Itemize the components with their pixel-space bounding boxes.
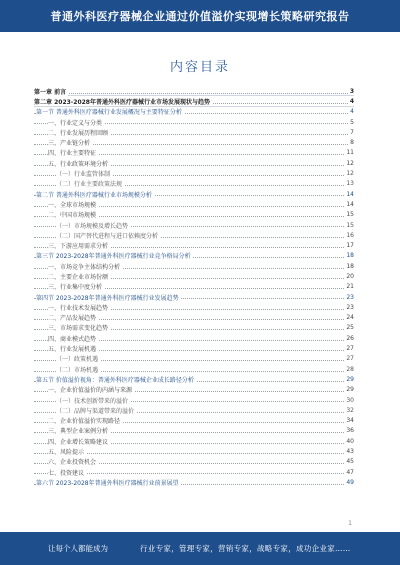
toc-entry-page: 29 [346, 375, 354, 383]
toc-entry[interactable] [34, 343, 354, 353]
toc-entry[interactable] [34, 199, 354, 209]
toc-entry-page: 34 [346, 417, 354, 425]
toc-entry-text: 一、市场竞争主体结构分析 [48, 263, 121, 271]
toc-entry[interactable] [34, 240, 354, 250]
toc-entry[interactable] [34, 137, 354, 147]
toc-entry-text: 第三节 2023-2028年普通外科医疗器械行业竞争格局分析 [36, 253, 191, 261]
toc-entry[interactable] [34, 467, 354, 477]
toc-entry[interactable] [34, 416, 354, 426]
toc-entry-text: 三、行业集中度分析 [48, 284, 103, 292]
footer-slogan: 让每个人都能成为 [48, 544, 108, 553]
table-of-contents [34, 86, 354, 488]
toc-entry-page: 27 [346, 345, 354, 353]
toc-entry-page: 5 [350, 118, 354, 126]
toc-entry[interactable] [34, 86, 354, 96]
toc-entry[interactable] [34, 251, 354, 261]
toc-entry[interactable] [34, 426, 354, 436]
toc-entry[interactable] [34, 230, 354, 240]
toc-entry[interactable] [34, 158, 354, 168]
toc-entry-page: 17 [346, 242, 354, 250]
toc-entry-page: 11 [346, 149, 354, 157]
toc-entry[interactable] [34, 127, 354, 137]
toc-entry[interactable] [34, 395, 354, 405]
toc-entry-page: 43 [346, 448, 354, 456]
toc-entry[interactable] [34, 96, 354, 106]
toc-entry[interactable] [34, 271, 354, 281]
toc-entry-page: 26 [346, 334, 354, 342]
toc-entry-page: 49 [346, 478, 354, 486]
toc-entry-text: 三、下游应用需求分析 [48, 243, 109, 251]
toc-entry-text: 二、主要企业市场份额 [48, 273, 109, 281]
toc-entry-page: 47 [346, 468, 354, 476]
toc-entry-text: （一）政策机遇 [56, 356, 99, 364]
toc-entry-text: 四、行业主要特征 [48, 150, 97, 158]
toc-entry-text: 二、产品发展趋势 [48, 315, 97, 323]
toc-entry-page: 13 [346, 180, 354, 188]
toc-entry-page: 20 [346, 272, 354, 280]
toc-entry[interactable] [34, 261, 354, 271]
toc-entry-page: 24 [346, 314, 354, 322]
toc-entry-page: 18 [346, 262, 354, 270]
toc-entry-text: （二）品牌与渠道带来的溢价 [56, 407, 135, 415]
footer-roles: 行业专家，管理专家，营销专家，战略专家，成功企业家…… [140, 544, 351, 553]
toc-entry-page: 18 [346, 252, 354, 260]
toc-entry-page: 23 [346, 303, 354, 311]
toc-entry-text: 四、商业模式趋势 [48, 335, 97, 343]
footer-bar [0, 532, 400, 565]
toc-entry[interactable] [34, 446, 354, 456]
toc-entry-text: 三、产业链分析 [48, 140, 91, 148]
toc-entry[interactable] [34, 477, 354, 487]
toc-entry-page: 12 [346, 159, 354, 167]
toc-entry[interactable] [34, 333, 354, 343]
report-header-bar [0, 0, 400, 32]
toc-entry-text: 二、行业发展历程回顾 [48, 129, 109, 137]
toc-entry-page: 12 [346, 170, 354, 178]
toc-entry-text: 三、市场需求变化趋势 [48, 325, 109, 333]
toc-entry[interactable] [34, 302, 354, 312]
toc-entry[interactable] [34, 117, 354, 127]
toc-entry-page: 15 [346, 211, 354, 219]
toc-entry-page: 29 [346, 386, 354, 394]
toc-entry-page: 45 [346, 458, 354, 466]
toc-entry-page: 3 [349, 87, 354, 95]
toc-entry[interactable] [34, 436, 354, 446]
toc-entry[interactable] [34, 107, 354, 117]
toc-entry-page: 40 [346, 437, 354, 445]
toc-entry-text: 一、企业价值溢价的内涵与来源 [48, 387, 133, 395]
toc-entry-text: 五、行业政策环境分析 [48, 160, 109, 168]
toc-entry[interactable] [34, 323, 354, 333]
toc-entry-text: 第四节 2023-2028年普通外科医疗器械行业发展趋势 [36, 294, 179, 302]
toc-entry-text: （一）技术创新带来的溢价 [56, 397, 129, 405]
toc-entry-text: （一）行业监管体制 [56, 171, 111, 179]
toc-entry-text: 一、行业技术发展趋势 [48, 304, 109, 312]
toc-entry-text: 三、典型企业案例分析 [48, 428, 109, 436]
toc-entry-page: 25 [346, 324, 354, 332]
toc-entry[interactable] [34, 292, 354, 302]
toc-entry-text: （二）市场机遇 [56, 366, 99, 374]
toc-heading: 内容目录 [169, 60, 230, 75]
page-number: 1 [348, 520, 352, 527]
toc-entry-page: 14 [346, 190, 354, 198]
toc-entry[interactable] [34, 210, 354, 220]
toc-entry-page: 16 [346, 231, 354, 239]
toc-entry-page: 8 [350, 139, 354, 147]
toc-entry[interactable] [34, 457, 354, 467]
toc-entry-page: 23 [346, 293, 354, 301]
toc-entry[interactable] [34, 148, 354, 158]
toc-entry-text: 第一节 普通外科医疗器械行业发展概况与主要特征分析 [36, 109, 182, 117]
toc-entry[interactable] [34, 405, 354, 415]
toc-entry-page: 27 [346, 355, 354, 363]
toc-entry-page: 30 [346, 396, 354, 404]
toc-entry[interactable] [34, 385, 354, 395]
toc-entry-page: 36 [346, 427, 354, 435]
toc-entry[interactable] [34, 364, 354, 374]
report-title: 普通外科医疗器械企业通过价值溢价实现增长策略研究报告 [50, 10, 350, 23]
toc-entry[interactable] [34, 168, 354, 178]
toc-entry-page: 28 [346, 365, 354, 373]
toc-entry-text: 一、行业定义与分类 [48, 119, 103, 127]
toc-entry-page: 15 [346, 221, 354, 229]
toc-entry-page: 14 [346, 200, 354, 208]
toc-entry-text: 五、行业发展机遇 [48, 346, 97, 354]
toc-entry-text: 一、全球市场规模 [48, 201, 97, 209]
toc-entry-text: 六、企业投资机会 [48, 459, 97, 467]
toc-entry[interactable] [34, 282, 354, 292]
toc-entry-text: 第一章 前言 [34, 88, 67, 96]
toc-entry-page: 4 [349, 97, 354, 105]
toc-entry-text: 第五节 价值溢价视角：普通外科医疗器械企业成长路径分析 [36, 376, 194, 384]
toc-entry-page: 32 [346, 406, 354, 414]
toc-entry-text: （一）市场规模及增长趋势 [56, 222, 129, 230]
toc-entry-text: 二、企业价值溢价实现路径 [48, 418, 121, 426]
toc-entry-text: 七、投资建议 [48, 469, 85, 477]
toc-entry[interactable] [34, 313, 354, 323]
toc-entry-text: （二）行业主要政策法规 [56, 181, 123, 189]
toc-entry[interactable] [34, 220, 354, 230]
toc-entry-text: 二、中国市场规模 [48, 212, 97, 220]
toc-entry[interactable] [34, 189, 354, 199]
toc-entry-text: 第二节 普通外科医疗器械行业市场规模分析 [36, 191, 152, 199]
toc-entry[interactable] [34, 179, 354, 189]
toc-entry-text: （二）国产替代进程与进口依赖度分析 [56, 232, 159, 240]
toc-entry-page: 21 [346, 283, 354, 291]
toc-entry[interactable] [34, 354, 354, 364]
toc-entry-text: 四、企业增长策略建议 [48, 438, 109, 446]
toc-entry-text: 五、风险提示 [48, 449, 85, 457]
toc-entry-page: 4 [350, 108, 354, 116]
toc-entry-text: 第二章 2023-2028年普通外科医疗器械行业市场发展现状与趋势 [34, 98, 210, 106]
toc-entry[interactable] [34, 374, 354, 384]
toc-entry-text: 第六节 2023-2028年普通外科医疗器械行业前景展望 [36, 479, 179, 487]
toc-entry-page: 7 [350, 128, 354, 136]
